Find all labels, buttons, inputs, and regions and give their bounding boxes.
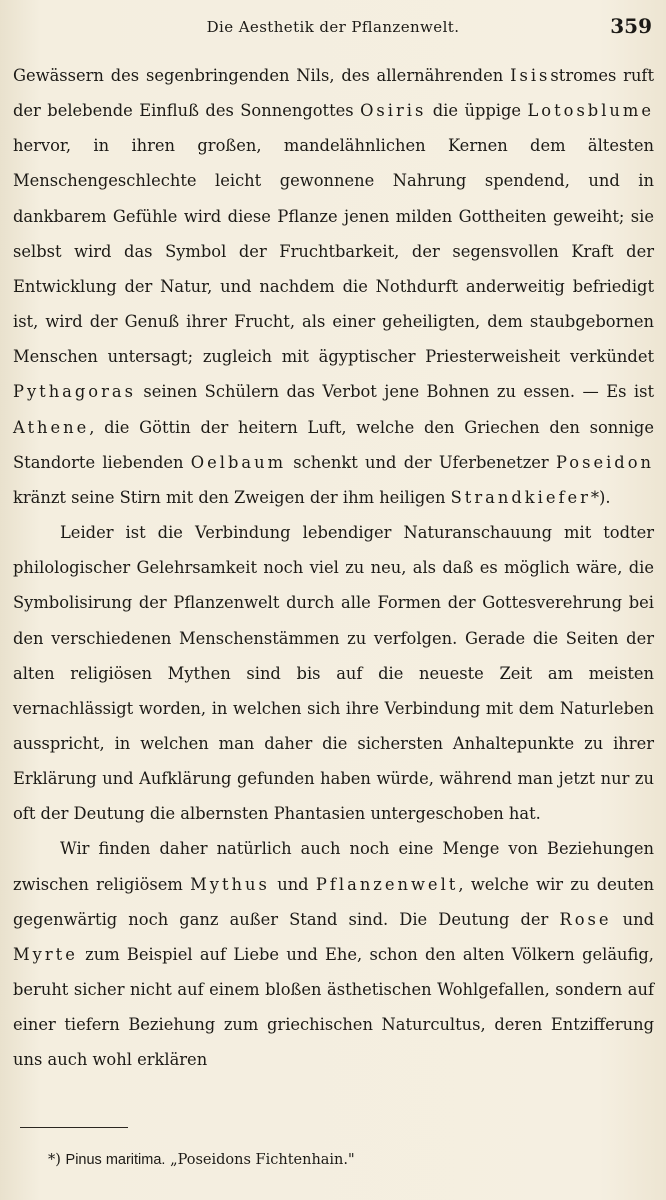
paragraph — [13, 515, 654, 831]
running-title: Die Aesthetik der Pflanzenwelt. — [206, 18, 460, 36]
paragraph — [13, 58, 654, 515]
text-run: Gewässern des segenbringenden Nils, des allernährenden — [13, 66, 511, 85]
text-run: die üppige — [426, 101, 528, 121]
spaced-term: Oelbaum — [190, 452, 287, 472]
spaced-term: Osiris — [360, 101, 427, 121]
footnote-latin-name: Pinus maritima. — [65, 1152, 166, 1168]
spaced-term: Pflanzenwelt — [315, 874, 459, 894]
spaced-term: Isis — [510, 66, 551, 85]
text-run: kränzt seine Stirn mit den Zweigen der ihm heiligen — [13, 487, 451, 507]
text-run: , die Göttin der heitern Luft, welche den Griechen den sonnige Standorte liebenden — [13, 417, 654, 472]
text-run: seinen Schülern das Verbot jene Bohnen zu essen. — Es ist — [135, 382, 654, 402]
spaced-term: Mythus — [190, 874, 270, 894]
text-run: zum Beispiel auf Liebe und Ehe, schon den alten Völkern geläufig, beruht sicher nicht auf einem bloßen ästhetischen Wohlgefallen, sondern auf einer tiefern Beziehung zum griechischen Naturcultus, deren Entzifferung uns auch wohl erklären — [13, 944, 654, 1070]
text-run: schenkt und der Uferbenetzer — [286, 452, 556, 472]
footnote-rule — [20, 1127, 128, 1128]
page-number: 359 — [610, 14, 652, 38]
spaced-term: Rose — [559, 909, 612, 929]
spaced-term: Pythagoras — [13, 382, 136, 402]
text-run: hervor, in ihren großen, mandelähnlichen Kernen dem ältesten Menschengeschlechte leicht gewonnene Nahrung spendend, und in dankbarem Gefühle wird diese Pflanze jenen milden Gottheiten geweiht; sie selbst wird das Symbol der Fruchtbarkeit, der segensvollen Kraft der Entwicklung der Natur, und nachdem die Nothdurft anderweitig befriedigt ist, wird der Genuß ihrer Frucht, als einer geheiligten, dem staubgebornen Menschen untersagt; zugleich mit ägyptischer Priesterweisheit verkündet — [13, 136, 654, 367]
text-run: Leider ist die Verbindung lebendiger Naturanschauung mit todter philologischer Gelehrsamkeit noch viel zu neu, als daß es möglich wäre, die Symbolisirung der Pflanzenwelt durch alle Formen der Gottesverehrung bei den verschiedenen Menschenstämmen zu verfolgen. Gerade die Seiten der alten religiösen Mythen sind bis auf die neueste Zeit am meisten vernachlässigt worden, in welchen sich ihre Verbindung mit dem Naturleben ausspricht, in welchen man daher die sichersten Anhaltepunkte zu ihrer Erklärung und Aufklärung gefunden haben würde, während man jetzt nur zu oft der Deutung die albernsten Phantasien untergeschoben hat. — [13, 523, 654, 824]
footnote-german-name: „Poseidons Fichtenhain." — [170, 1152, 355, 1168]
spaced-term: Poseidon — [556, 452, 655, 472]
running-head — [0, 14, 666, 44]
paragraph — [13, 831, 654, 1077]
body-text — [13, 58, 654, 1078]
footnote — [48, 1152, 355, 1168]
footnote-marker: *) — [48, 1152, 61, 1168]
spaced-term: Strandkiefer — [450, 487, 591, 507]
spaced-term: Myrte — [13, 944, 78, 964]
text-run: Wir finden daher natürlich auch noch eine Menge von Beziehungen zwischen religiösem — [13, 839, 654, 894]
text-run: , welche wir zu deuten gegenwärtig noch ganz außer Stand sind. Die Deutung der — [13, 874, 654, 929]
spaced-term: Athene — [13, 417, 90, 437]
text-run: und — [269, 874, 316, 894]
text-run: stromes ruft der belebende Einfluß des Sonnengottes — [13, 66, 654, 121]
spaced-term: Lotosblume — [527, 101, 654, 121]
text-run: *). — [590, 487, 611, 507]
text-run: und — [611, 909, 654, 929]
